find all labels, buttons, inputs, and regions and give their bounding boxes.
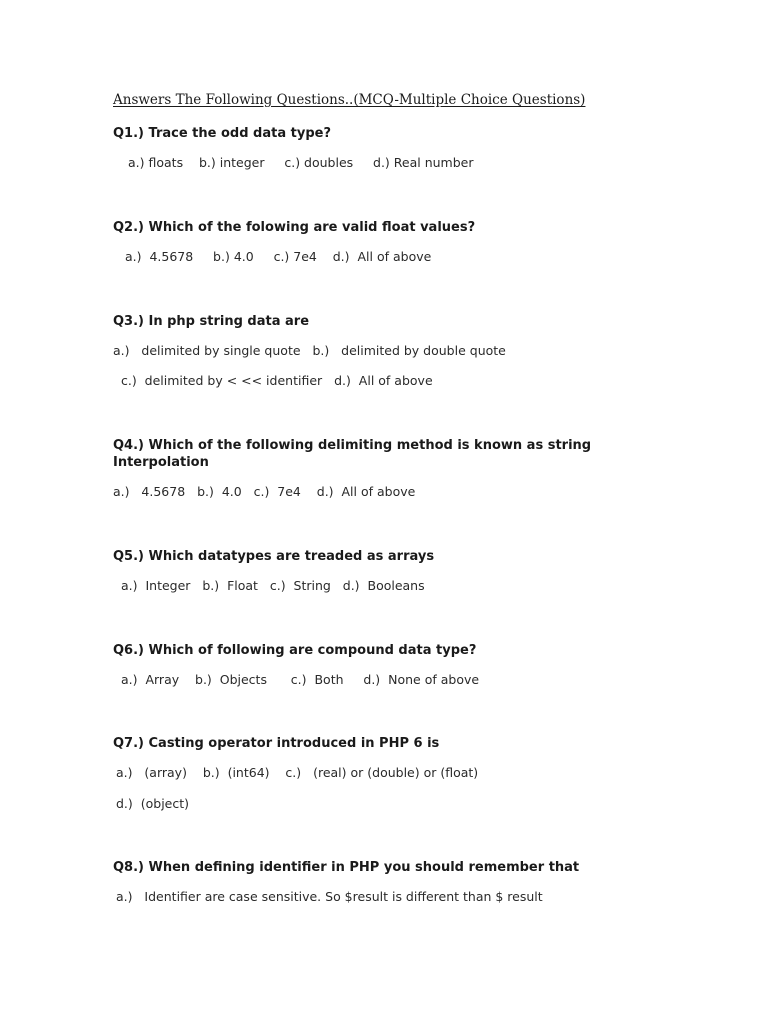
question-6: Q6.) Which of following are compound data type? — [113, 643, 477, 658]
question-5-options: a.) Integer b.) Float c.) String d.) Booleans — [121, 578, 425, 593]
document-heading: Answers The Following Questions..(MCQ-Multiple Choice Questions) — [113, 92, 586, 108]
question-7-options-line-2: d.) (object) — [116, 796, 190, 811]
question-8: Q8.) When defining identifier in PHP you should remember that — [113, 860, 580, 875]
question-4-options: a.) 4.5678 b.) 4.0 c.) 7e4 d.) All of above — [113, 484, 416, 499]
question-5: Q5.) Which datatypes are treaded as arrays — [113, 549, 435, 564]
question-7: Q7.) Casting operator introduced in PHP 6 is — [113, 736, 440, 751]
question-1: Q1.) Trace the odd data type? — [113, 126, 331, 141]
question-4-line-2: Interpolation — [113, 455, 209, 470]
question-8-options: a.) Identifier are case sensitive. So $result is different than $ result — [116, 889, 543, 904]
question-4-line-1: Q4.) Which of the following delimiting method is known as string — [113, 438, 592, 453]
question-2-options: a.) 4.5678 b.) 4.0 c.) 7e4 d.) All of above — [125, 249, 432, 264]
question-1-options: a.) floats b.) integer c.) doubles d.) Real number — [128, 155, 474, 170]
question-3-options-line-1: a.) delimited by single quote b.) delimited by double quote — [113, 343, 506, 358]
question-6-options: a.) Array b.) Objects c.) Both d.) None of above — [121, 672, 480, 687]
question-7-options-line-1: a.) (array) b.) (int64) c.) (real) or (double) or (float) — [116, 765, 479, 780]
question-2: Q2.) Which of the folowing are valid float values? — [113, 220, 476, 235]
question-3: Q3.) In php string data are — [113, 314, 310, 329]
question-3-options-line-2: c.) delimited by < << identifier d.) All of above — [121, 373, 433, 388]
